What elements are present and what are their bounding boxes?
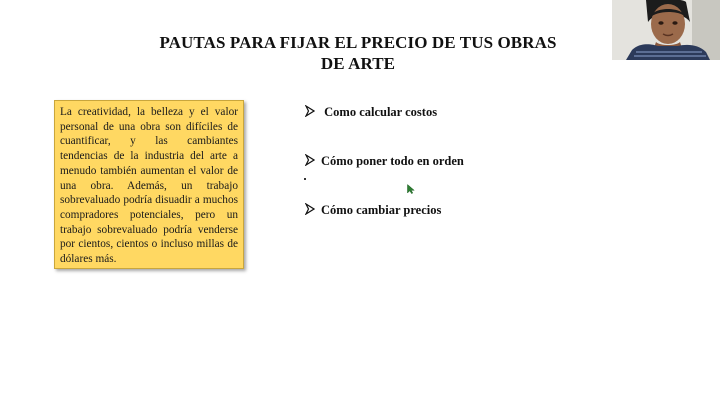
highlighted-text-box: La creatividad, la belleza y el valor personal de una obra son difíciles de cuantificar, y las cambiantes tendencias de la industria del arte a menudo también aumentan el valor de una obra. Además, un trabajo sobrevaluado podría disuadir a muchos compradores potenciales, pero un trabajo sobrevaluado podría venderse por cientos, cientos o incluso millas de dólares más. bbox=[54, 100, 244, 269]
arrow-bullet-icon bbox=[305, 105, 315, 117]
slide-title-line-1: PAUTAS PARA FIJAR EL PRECIO DE TUS OBRAS bbox=[159, 33, 557, 52]
bullet-item-costs bbox=[305, 104, 437, 120]
stray-dot bbox=[304, 178, 306, 180]
bullet-item-prices bbox=[305, 202, 441, 218]
bullet-label: Como calcular costos bbox=[321, 105, 438, 119]
bullet-label: Cómo poner todo en orden bbox=[321, 154, 464, 168]
slide-title bbox=[120, 32, 596, 74]
webcam-feed bbox=[612, 0, 720, 60]
bullet-label: Cómo cambiar precios bbox=[321, 203, 442, 217]
arrow-bullet-icon bbox=[305, 154, 315, 166]
mouse-pointer-icon bbox=[407, 184, 415, 194]
slide-title-line-2: DE ARTE bbox=[320, 54, 396, 73]
bullet-item-order bbox=[305, 153, 464, 169]
webcam-video-icon[interactable] bbox=[612, 0, 720, 60]
arrow-bullet-icon bbox=[305, 203, 315, 215]
